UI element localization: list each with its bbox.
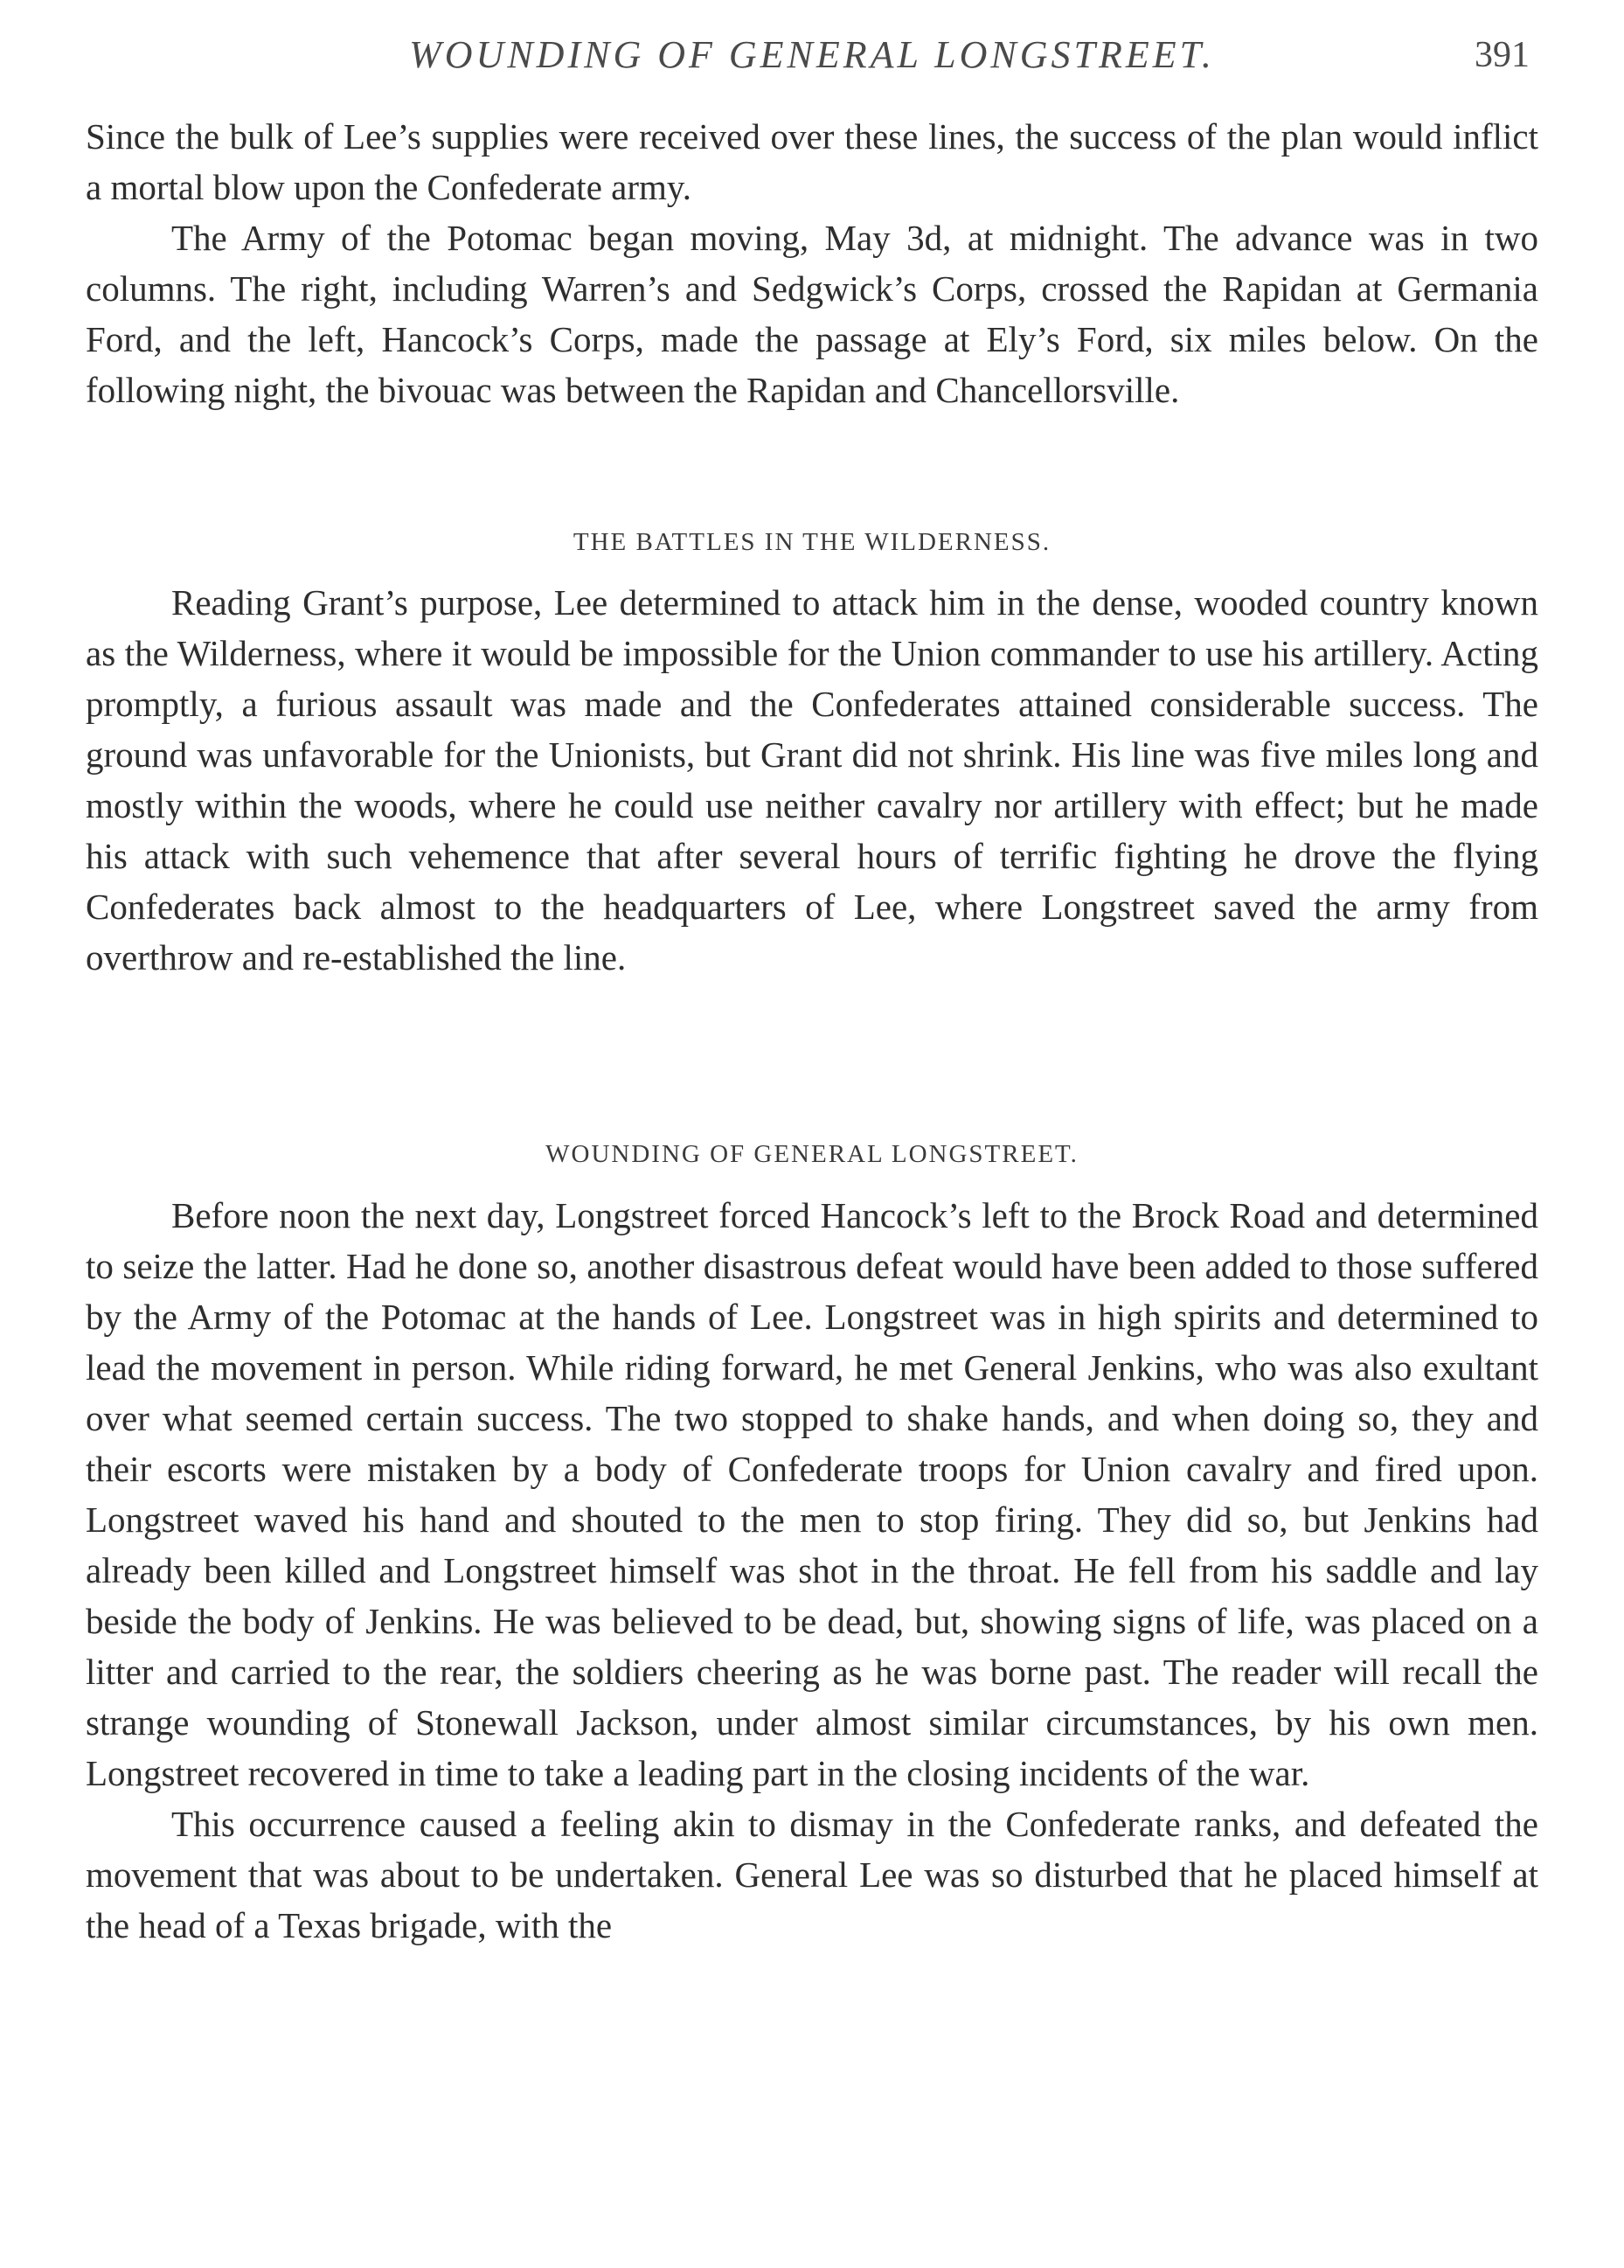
- longstreet-text-block: [86, 1190, 1538, 1951]
- paragraph-longstreet-wounding: Before noon the next day, Longstreet forced Hancock’s left to the Brock Road and determined to seize the latter. Had he done so, another disastrous defeat would have been added to those suffered by the Army of the Potomac at the hands of Lee. Longstreet was in high spirits and determined to lead the movement in person. While riding forward, he met General Jenkins, who was also exultant over what seemed certain success. The two stopped to shake hands, and when doing so, they and their escorts were mistaken by a body of Confederate troops for Union cavalry and fired upon. Longstreet waved his hand and shouted to the men to stop firing. They did so, but Jenkins had already been killed and Longstreet himself was shot in the throat. He fell from his saddle and lay beside the body of Jenkins. He was believed to be dead, but, showing signs of life, was placed on a litter and carried to the rear, the soldiers cheering as he was borne past. The reader will recall the strange wounding of Stonewall Jackson, under almost similar circumstances, by his own men. Longstreet recovered in time to take a leading part in the closing incidents of the war.: [86, 1195, 1538, 1793]
- section-heading-wilderness: THE BATTLES IN THE WILDERNESS.: [573, 528, 1051, 556]
- paragraph-army-movement: The Army of the Potomac began moving, May 3d, at midnight. The advance was in two columns. The right, including Warren’s and Sedgwick’s Corps, crossed the Rapidan at Germania Ford, and the left, Hancock’s Corps, made the passage at Ely’s Ford, six miles below. On the following night, the bivouac was between the Rapidan and Chancellorsville.: [86, 218, 1538, 410]
- intro-text-block: [86, 111, 1538, 415]
- section-heading-longstreet: WOUNDING OF GENERAL LONGSTREET.: [545, 1140, 1079, 1168]
- page-number: 391: [1475, 35, 1530, 75]
- running-title: WOUNDING OF GENERAL LONGSTREET.: [409, 33, 1215, 76]
- wilderness-text-block: [86, 577, 1538, 983]
- paragraph-wilderness-battle: Reading Grant’s purpose, Lee determined to attack him in the dense, wooded country known as the Wilderness, where it would be impossible for the Union commander to use his artillery. Acting promptly, a furious assault was made and the Confederates attained considerable success. The ground was unfavorable for the Unionists, but Grant did not shrink. His line was five miles long and mostly within the woods, where he could use neither cavalry nor artillery with effect; but he made his attack with such vehemence that after several hours of terrific fighting he drove the flying Confederates back almost to the headquarters of Lee, where Longstreet saved the army from overthrow and re-established the line.: [86, 582, 1538, 977]
- running-header: [86, 24, 1538, 86]
- paragraph-supplies: Since the bulk of Lee’s supplies were received over these lines, the success of the plan would inflict a mortal blow upon the Confederate army.: [86, 116, 1538, 207]
- paragraph-confederate-dismay: This occurrence caused a feeling akin to dismay in the Confederate ranks, and defeated the movement that was about to be undertaken. General Lee was so disturbed that he placed himself at the head of a Texas brigade, with the: [86, 1804, 1538, 1945]
